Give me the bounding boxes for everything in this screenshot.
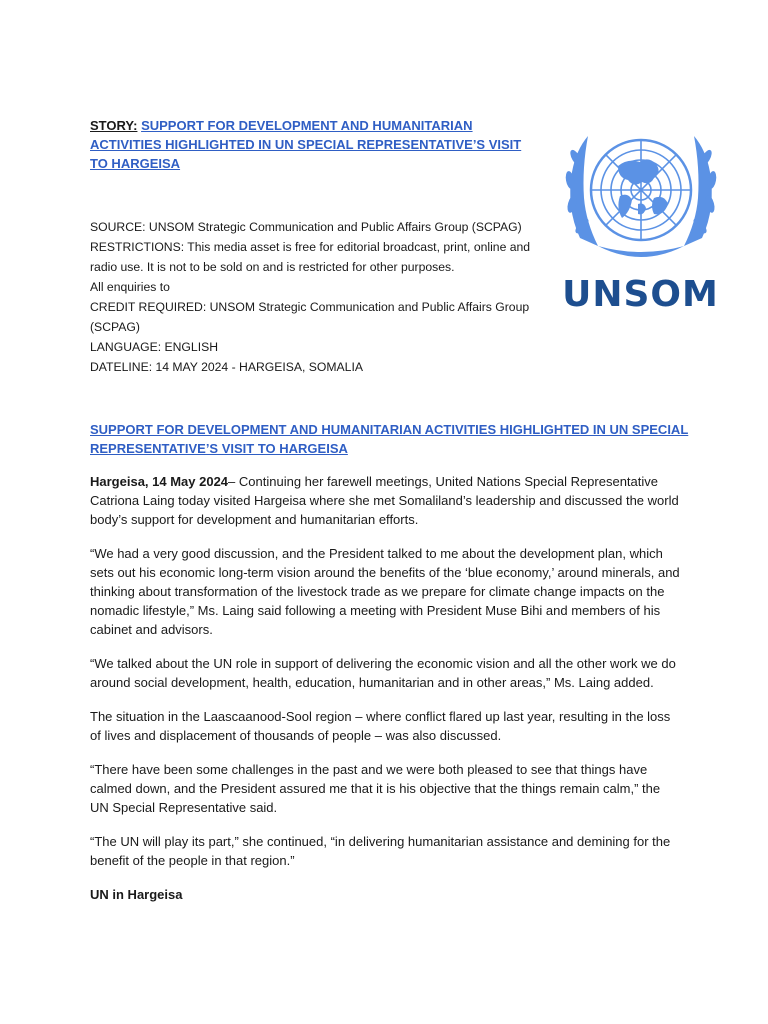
- dateline-lead: Hargeisa, 14 May 2024: [90, 474, 229, 489]
- media-info-block: [90, 217, 540, 377]
- paragraph-5: “There have been some challenges in the past and we were both pleased to see that things have calmed down, and the President assured me that it is his objective that the things remain calm,” the UN Special Representative said.: [90, 762, 661, 815]
- story-label: STORY:: [90, 118, 138, 133]
- paragraph-6: “The UN will play its part,” she continued, “in delivering humanitarian assistance and demining for the benefit of the people in that region.”: [90, 834, 671, 868]
- unsom-wordmark: UNSOM: [562, 274, 719, 315]
- article-body: [90, 472, 680, 919]
- paragraph-1-text: – Continuing her farewell meetings, United Nations Special Representative Catriona Laing today visited Hargeisa where she met Somaliland’s leadership and discussed the world body’s support for development and humanitarian efforts.: [90, 474, 679, 527]
- paragraph-2: “We had a very good discussion, and the President talked to me about the development plan, which sets out his economic long-term vision around the benefits of the ‘blue economy,’ around minerals, and thinking about transformation of the livestock trade as we prepare for climate change impacts on the nomadic lifestyle,” Ms. Laing said following a meeting with President Muse Bihi and members of his cabinet and advisors.: [90, 546, 680, 637]
- restrictions-line: RESTRICTIONS: This media asset is free for editorial broadcast, print, online and radio use. It is not to be sold on and is restricted for other purposes.: [90, 240, 531, 274]
- paragraph-1: [90, 472, 680, 529]
- paragraph-3: “We talked about the UN role in support of delivering the economic vision and all the other work we do around social development, health, education, humanitarian and in other areas,” Ms. Laing added.: [90, 656, 676, 690]
- paragraph-4: The situation in the Laascaanood-Sool region – where conflict flared up last year, resulting in the loss of lives and displacement of thousands of people – was also discussed.: [90, 709, 671, 743]
- language-line: LANGUAGE: ENGLISH: [90, 340, 219, 354]
- article-headline-link[interactable]: SUPPORT FOR DEVELOPMENT AND HUMANITARIAN ACTIVITIES HIGHLIGHTED IN UN SPECIAL REPRESENTATIVE’S VISIT TO HARGEISA: [90, 422, 689, 456]
- story-title-link[interactable]: SUPPORT FOR DEVELOPMENT AND HUMANITARIAN ACTIVITIES HIGHLIGHTED IN UN SPECIAL REPRESENTATIVE’S VISIT TO HARGEISA: [90, 118, 522, 171]
- story-heading: [90, 116, 530, 173]
- dateline-line: DATELINE: 14 MAY 2024 - HARGEISA, SOMALIA: [90, 360, 363, 374]
- enquiries-line: All enquiries to: [90, 280, 170, 294]
- un-emblem-icon: [558, 128, 724, 268]
- credit-line: CREDIT REQUIRED: UNSOM Strategic Communication and Public Affairs Group (SCPAG): [90, 300, 530, 334]
- unsom-logo: [558, 128, 728, 318]
- section-subheading: UN in Hargeisa: [90, 887, 183, 902]
- source-line: SOURCE: UNSOM Strategic Communication and Public Affairs Group (SCPAG): [90, 220, 522, 234]
